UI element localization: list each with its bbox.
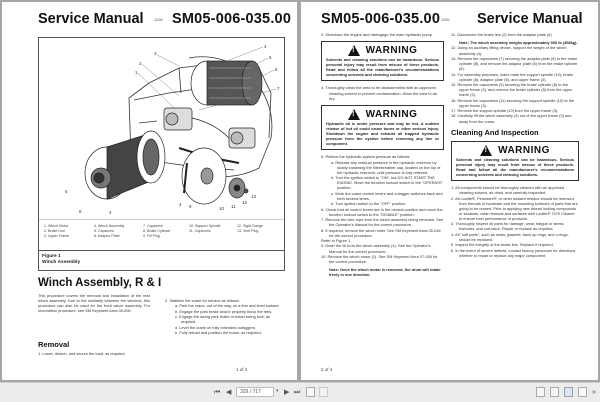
cleaning-heading: Cleaning And Inspection (451, 127, 539, 137)
winch-assembly-drawing (39, 38, 284, 218)
step-item: 10. Remove the winch motor (1). See SM Keysheet Area 07-006 for the correct procedure. (321, 253, 438, 265)
legend-item: 6. Adaptor Plate (94, 234, 120, 238)
view-mode-group (536, 387, 587, 397)
figure-winch-assembly (38, 37, 285, 271)
legend-column (237, 224, 263, 234)
legend-item: 7. Capscrew (143, 224, 163, 228)
step-item: 17. Remove the support spindle (10) from the upper frame (3). (451, 108, 559, 114)
warning-triangle-icon (480, 145, 492, 156)
document-code: SM05-006-035.00 (321, 11, 441, 27)
viewer-toolbar (0, 382, 600, 402)
note-text: Note: The winch assembly weighs approximately 900 lb (408kg). (459, 40, 578, 46)
removal-step-2 (165, 298, 285, 335)
figure-title: Winch Assembly (42, 259, 81, 265)
previous-page-button[interactable]: ◀ (226, 389, 232, 396)
intro-paragraph: This procedure covers the removal and installation of the rear winch assembly. Due to the similarity between the winches, this procedure can also be used for the front winch assembly. For recondition procedure, see SM Keysheet Area 05-006. (38, 293, 150, 314)
legend-item: 11. Capscrew (189, 229, 211, 233)
svg-text:12: 12 (242, 200, 248, 205)
warning-box-cleaning (451, 141, 579, 181)
continuous-two-page-view-icon[interactable] (578, 387, 587, 397)
figure-caption (39, 250, 284, 271)
substep-item: b. Engage the park brake and/or properly block the tires. (175, 308, 273, 314)
step-item: 14. For assembly purposes, index mark the support spindle (10), brake cylinder (8), adaptor plate (6), and upper frame (3). (451, 71, 573, 82)
svg-text:4: 4 (179, 202, 182, 207)
svg-text:9: 9 (189, 204, 192, 209)
svg-text:4: 4 (264, 44, 267, 49)
legend-item: 12. Sight Gauge (237, 224, 263, 228)
svg-text:5: 5 (269, 55, 272, 60)
copy-page-icon[interactable] (306, 387, 315, 397)
step-item: 4. All "soft parts", such as seals, gaskets, back up rings, and o-rings, should be replaced. (451, 231, 569, 242)
svg-text:2: 2 (139, 61, 142, 66)
page-header-title: Service Manual (38, 11, 144, 27)
svg-text:6: 6 (275, 67, 278, 72)
single-page-view-icon[interactable] (536, 387, 545, 397)
legend-column (44, 224, 69, 239)
figure-legend (39, 219, 284, 249)
step-item: 16. Remove the capscrews (11) securing the support spindle (10) to the upper frame (3). (451, 97, 575, 108)
page-dropdown-icon[interactable]: ▾ (276, 388, 279, 394)
warning-text: Solvents and cleaning solutions can be hazardous. Serious personal injury may result from misuse of these products. Read and follow all the manufacturer's recommendations concerning solvents and cleaning solutions. (326, 57, 439, 78)
document-code: SM05-006-035.00 (172, 11, 292, 27)
step-item: 12. Using an auxiliary lifting device, support the weight of the winch assembly (4). (451, 45, 567, 56)
substep-item: c. Engage the swing park brake or travel swing lock, as required. (175, 314, 270, 325)
legend-item: 8. Brake Cylinder (143, 229, 171, 233)
page-1 (2, 2, 297, 380)
page-number: 2 of 4 (321, 367, 333, 372)
legend-column (143, 224, 171, 239)
paste-page-icon[interactable] (319, 387, 328, 397)
step-item: 6. In the event of severe defects, contact factory personnel for directions whether to repair or replace any major component. (451, 247, 576, 258)
removal-step-1 (38, 351, 150, 356)
svg-text:11: 11 (231, 204, 236, 209)
step-item: 7. Remove the wire rope from the winch assembly being removed. See the Operator's Manual for the correct procedure. (321, 217, 444, 228)
warning-heading: ! WARNING (326, 108, 439, 121)
substep-item: d. Level the crane on fully extended outriggers. (175, 324, 256, 330)
legend-item: 2. Brake Line (44, 229, 66, 233)
legend-column (94, 224, 124, 239)
step-item: 3. Thoroughly inspect all parts for damage, wear, fatigue or stress fractures, and corrosion. Repair or replace as required. (451, 221, 564, 232)
next-page-button[interactable]: ▶ (284, 389, 290, 396)
step-item: 5. Relieve the hydraulic system pressure as follows: (321, 154, 411, 160)
legend-item: 9. Fill Plug (143, 234, 160, 238)
intro-text (38, 293, 150, 314)
step-item: 2. All Loctite®, Permatex®, or other sealant residue should be removed from threads of hardware and the mounting surfaces of parts that are going to be reused. Prior to applying new thread locking compounds or sealants, clean threads and surfaces with Loctite® 7070 Cleaner to ensure best performance of products. (451, 195, 578, 221)
step-item: 3. Shutdown the engine and disengage the main hydraulic pump. (321, 32, 434, 37)
warning-text: Solvents and cleaning solutions can be hazardous. Serious personal injury may result from misuse of these products. Read and follow all the manufacturer's recommendations concerning solvents and cleaning solutions. (456, 156, 574, 177)
svg-text:7: 7 (277, 86, 280, 91)
substep-item: a. Park the crane, out of the way, on a firm and level surface. (175, 303, 280, 309)
svg-text:10: 10 (219, 206, 225, 211)
last-page-button[interactable]: ⏭ (294, 389, 301, 396)
warning-box-hydraulic (321, 105, 444, 150)
note-text: Note: Once the winch motor is removed, the drum will rotate freely in one direction. (329, 267, 441, 278)
step-item: 18. Carefully lift the winch assembly (4) out of the upper frame (3) and away from the crane. (451, 113, 572, 124)
legend-column (189, 224, 221, 234)
svg-text:5: 5 (65, 189, 68, 194)
first-page-button[interactable]: ⏮ (214, 389, 221, 396)
substep-item: e. Fully retract and position the boom, as required. (175, 330, 262, 336)
legend-item: 10. Support Spindle (189, 224, 221, 228)
svg-text:8: 8 (79, 209, 82, 214)
legend-item: 4. Winch Assembly (94, 224, 125, 228)
warning-box-solvents (321, 41, 444, 81)
page-number: 1 of 4 (236, 367, 248, 372)
right-column-1 (321, 32, 444, 278)
step-item: 6. Check that all control levers are in the neutral position and move the function lockout switch to the "DISABLE" position. (321, 206, 443, 217)
revision-label: 1106 (441, 17, 450, 22)
section-title: Winch Assembly, R & I (38, 277, 162, 289)
page-header-title: Service Manual (477, 11, 583, 27)
continuous-view-icon[interactable] (550, 387, 559, 397)
substep-item: a. Release any residual pressure in the hydraulic reservoir by slowly loosening the filler/breather cap, located on the top of the hydraulic reservoir, until pressure is fully relieved. (331, 159, 441, 175)
warning-text: Hydraulic oil is under pressure and may be hot. A sudden release of hot oil could cause burns or other serious injury. Shutdown the engine and exhaust all trapped hydraulic pressure from the system before removing any line or component. (326, 120, 439, 147)
right-column-2 (451, 32, 579, 258)
legend-item: 1. Winch Motor (44, 224, 69, 228)
step-item: 4. Thoroughly clean the area to be disassembled with an approved cleaning solvent to prevent contamination. Allow the area to air dry. (321, 85, 437, 101)
step-item: 1. All components should be thoroughly cleaned with an approved cleaning solvent, air dried, and carefully inspected. (451, 185, 565, 196)
svg-text:4: 4 (109, 210, 112, 215)
revision-label: 1106 (154, 17, 163, 22)
step-item: 1. Lower, detach, and secure the load, as required. (38, 351, 126, 356)
page-number-input[interactable] (236, 387, 274, 397)
figure-label: Figure 1 (42, 254, 61, 259)
more-options-icon[interactable]: » (592, 389, 596, 396)
substep-item: c. Work the crane control levers and outrigger switches back and forth several times. (331, 190, 443, 201)
step-item: 5. Inspect the integrity of the brake line. Replace if required. (451, 242, 554, 248)
warning-triangle-icon (348, 45, 360, 56)
removal-heading: Removal (38, 340, 70, 349)
step-item: 9. Drain the oil from the winch assembly (4). See the Operator's Manual for the correct procedure. (321, 243, 431, 254)
step-item: 11. Disconnect the brake line (2) from the adaptor plate (6). (451, 32, 553, 37)
svg-text:13: 13 (251, 194, 257, 199)
substep-item: d. Turn ignition switch to the "OFF" position. (331, 201, 407, 207)
step-item: 13. Remove the capscrews (7) securing the adaptor plate (6) to the brake cylinder (8), and remove the adaptor plate (6) from the brake cylinder (8). (451, 55, 578, 72)
legend-item: 3. Upper Frame (44, 234, 70, 238)
step-item: 2. Stabilize the crane for service as follows: (165, 298, 240, 303)
step-item: 8. If required, remove the winch roller. See SM Keysheet Area 05-018 for the correct procedure. (321, 227, 441, 238)
warning-triangle-icon (348, 109, 360, 120)
refer-text: Refer to Figure 1. (321, 238, 352, 244)
page-2 (301, 2, 598, 380)
step-item: 15. Remove the capscrews (5) securing the brake cylinder (8) to the upper frame (3), and remove the brake cylinder (8) from the upper frame (3). (451, 82, 573, 98)
legend-item: 13. Vent Plug (237, 229, 259, 233)
warning-heading: ! WARNING (456, 144, 574, 157)
warning-heading: ! WARNING (326, 44, 439, 57)
svg-text:3: 3 (154, 51, 157, 56)
svg-text:1: 1 (135, 70, 138, 75)
legend-item: 5. Capscrew (94, 229, 114, 233)
substep-item: b. Turn the ignition switch to "ON", but DO NOT START THE ENGINE. Move the function lockout switch to the "OPERATE" position. (331, 175, 444, 191)
two-page-view-icon[interactable] (564, 387, 573, 397)
